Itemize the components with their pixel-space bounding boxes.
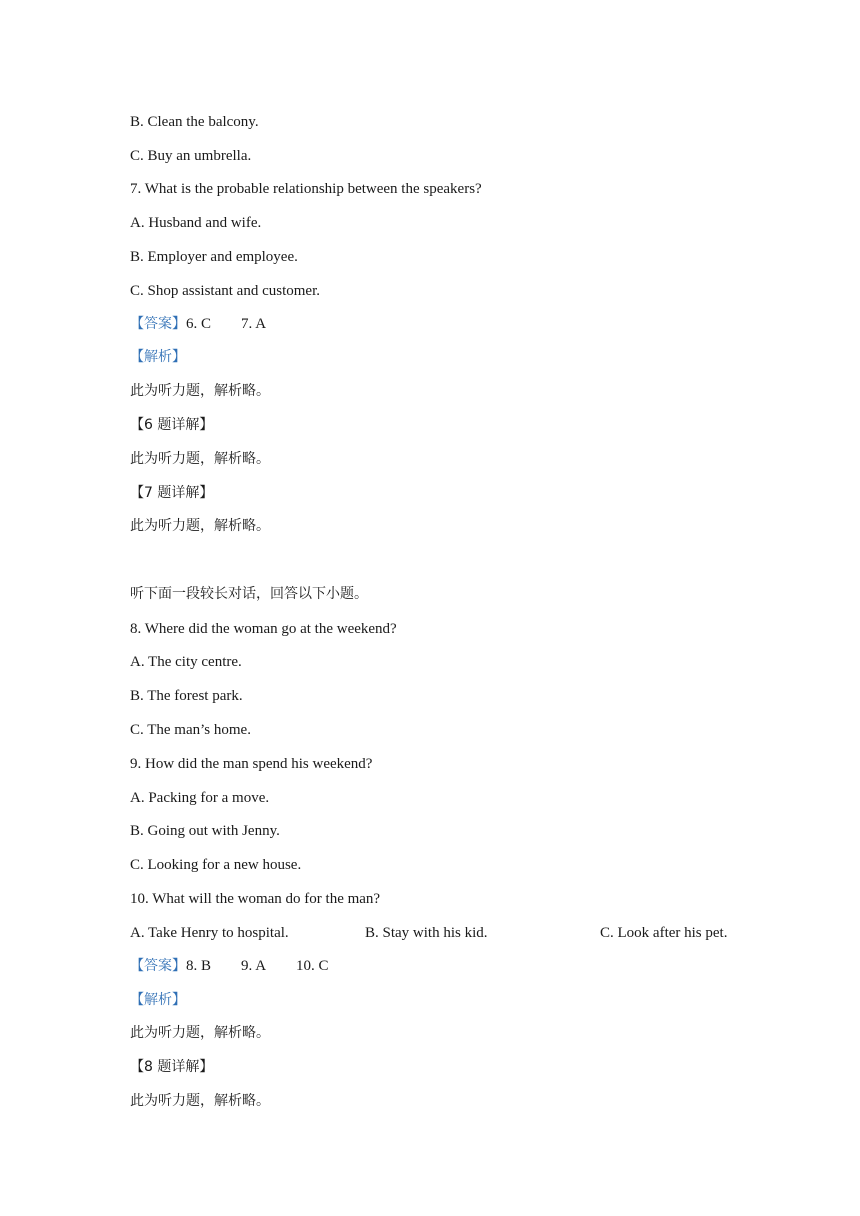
detail-7-tag: 【7 题详解】 [130,485,214,501]
answer-8: 8. B [186,958,212,974]
question-8: 8. Where did the woman go at the weekend? [130,621,397,637]
question-9-option-b: B. Going out with Jenny. [130,823,280,839]
detail-6-text: 此为听力题，解析略。 [130,451,270,467]
question-9-option-a: A. Packing for a move. [130,790,270,806]
question-10-option-b: B. Stay with his kid. [365,925,488,941]
question-7: 7. What is the probable relationship between the speakers? [130,181,482,197]
answer-line-1 [130,314,266,334]
analysis-tag: 【解析】 [130,992,186,1008]
answer-tag: 【答案】 [130,958,186,974]
question-9-option-c: C. Looking for a new house. [130,857,302,873]
question-10: 10. What will the woman do for the man? [130,891,381,907]
question-9: 9. How did the man spend his weekend? [130,756,373,772]
question-6-option-c: C. Buy an umbrella. [130,148,252,164]
question-8-option-b: B. The forest park. [130,688,243,704]
analysis-text: 此为听力题，解析略。 [130,383,270,399]
question-10-option-c: C. Look after his pet. [600,925,728,941]
question-7-option-c: C. Shop assistant and customer. [130,283,320,299]
question-8-option-c: C. The man’s home. [130,722,251,738]
analysis-tag: 【解析】 [130,349,186,365]
detail-8-tag: 【8 题详解】 [130,1059,214,1075]
answer-10: 10. C [296,958,329,974]
answer-6: 6. C [186,316,212,332]
answer-7: 7. A [241,316,267,332]
detail-8-text: 此为听力题，解析略。 [130,1093,270,1109]
detail-6-tag: 【6 题详解】 [130,417,214,433]
analysis-text: 此为听力题，解析略。 [130,1025,270,1041]
question-8-option-a: A. The city centre. [130,654,242,670]
question-7-option-b: B. Employer and employee. [130,249,298,265]
detail-7-text: 此为听力题，解析略。 [130,518,270,534]
answer-tag: 【答案】 [130,316,186,332]
answer-line-2 [130,956,329,976]
section-instruction: 听下面一段较长对话，回答以下小题。 [130,586,368,602]
question-6-option-b: B. Clean the balcony. [130,114,259,130]
answer-9: 9. A [241,958,267,974]
question-10-option-a: A. Take Henry to hospital. [130,925,289,941]
question-7-option-a: A. Husband and wife. [130,215,262,231]
